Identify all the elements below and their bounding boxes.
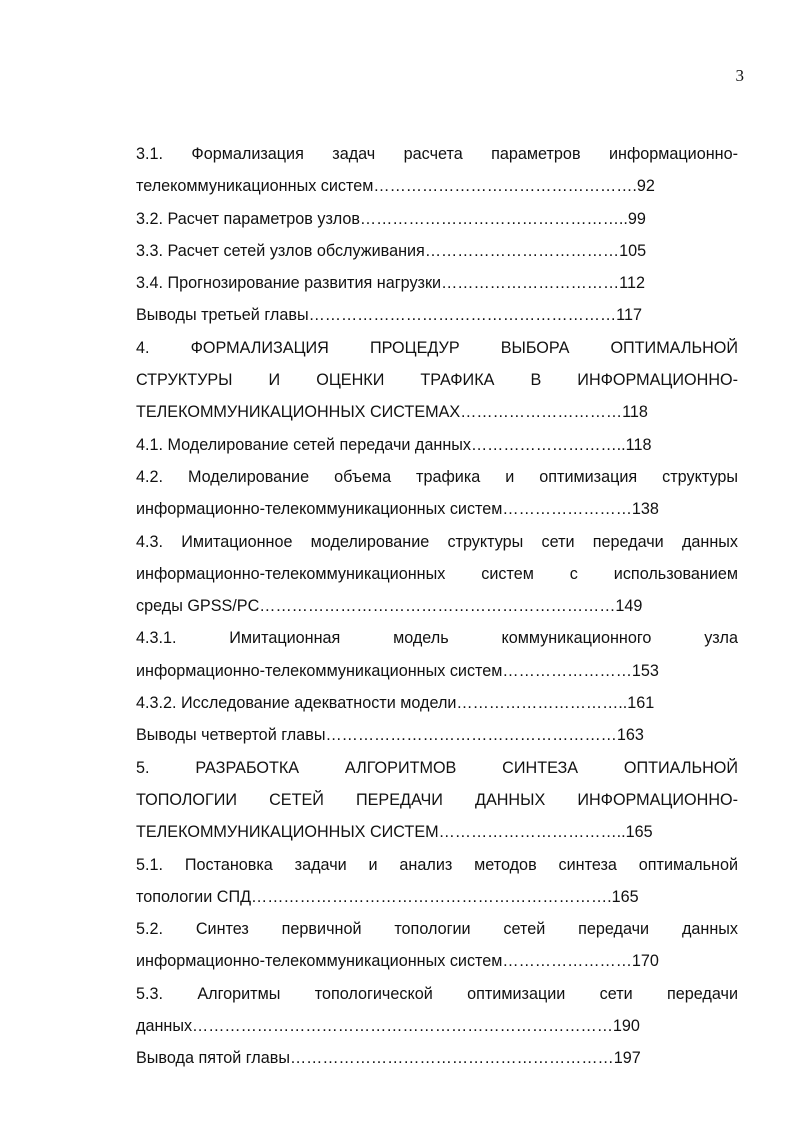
toc-entry-5-1	[136, 849, 738, 914]
toc-line: среды GPSS/PC…………………………………………………………149	[136, 597, 643, 616]
toc-line: 4.3.1. Имитационная модель коммуникационного узла	[136, 629, 738, 648]
toc-line: Вывода пятой главы……………………………………………………197	[136, 1049, 641, 1068]
table-of-contents	[136, 138, 738, 1075]
toc-line: 5. РАЗРАБОТКА АЛГОРИТМОВ СИНТЕЗА ОПТИАЛЬНОЙ	[136, 758, 738, 777]
toc-line: топологии СПД………………………………………………………….165	[136, 887, 639, 906]
toc-line: ТЕЛЕКОММУНИКАЦИОННЫХ СИСТЕМАХ…………………………118	[136, 403, 648, 422]
page-number: 3	[735, 66, 744, 85]
toc-line: информационно-телекоммуникационных систем с использованием	[136, 564, 738, 583]
toc-entry-3-2	[136, 203, 738, 235]
toc-entry-chapter-5	[136, 752, 738, 849]
toc-line: телекоммуникационных систем………………………………………….92	[136, 177, 655, 196]
toc-line: ТЕЛЕКОММУНИКАЦИОННЫХ СИСТЕМ……………………………..165	[136, 823, 653, 842]
toc-line: 4.3.2. Исследование адекватности модели…………………………..161	[136, 694, 655, 713]
toc-line: 4.2. Моделирование объема трафика и оптимизация структуры	[136, 467, 738, 486]
toc-entry-4-1	[136, 429, 738, 461]
toc-line: 4.3. Имитационное моделирование структуры сети передачи данных	[136, 532, 738, 551]
toc-entry-chapter5-conclusions	[136, 1042, 738, 1074]
toc-entry-chapter4-conclusions	[136, 719, 738, 751]
toc-line: ТОПОЛОГИИ СЕТЕЙ ПЕРЕДАЧИ ДАННЫХ ИНФОРМАЦИОННО-	[136, 790, 738, 809]
toc-entry-4-3-1	[136, 622, 738, 687]
toc-entry-5-3	[136, 978, 738, 1043]
toc-entry-4-3-2	[136, 687, 738, 719]
toc-line: 3.3. Расчет сетей узлов обслуживания………………………………105	[136, 241, 647, 260]
toc-entry-3-1	[136, 138, 738, 203]
toc-entry-3-3	[136, 235, 738, 267]
toc-line: 4. ФОРМАЛИЗАЦИЯ ПРОЦЕДУР ВЫБОРА ОПТИМАЛЬНОЙ	[136, 338, 738, 357]
toc-line: информационно-телекоммуникационных систем……………………138	[136, 500, 659, 519]
toc-entry-chapter3-conclusions	[136, 299, 738, 331]
toc-line: информационно-телекоммуникационных систем……………………170	[136, 952, 659, 971]
toc-line: 5.1. Постановка задачи и анализ методов синтеза оптимальной	[136, 855, 738, 874]
toc-entry-4-2	[136, 461, 738, 526]
toc-line: Выводы третьей главы…………………………………………………117	[136, 306, 642, 325]
toc-entry-3-4	[136, 267, 738, 299]
toc-line: 3.1. Формализация задач расчета параметров информационно-	[136, 145, 738, 163]
toc-line: 4.1. Моделирование сетей передачи данных………………………..118	[136, 435, 652, 454]
toc-line: Выводы четвертой главы………………………………………………163	[136, 726, 644, 745]
toc-line: 3.4. Прогнозирование развития нагрузки……………………………112	[136, 274, 645, 293]
toc-entry-4-3	[136, 526, 738, 623]
toc-line: 5.3. Алгоритмы топологической оптимизации сети передачи	[136, 984, 738, 1003]
toc-line: информационно-телекоммуникационных систем……………………153	[136, 661, 659, 680]
toc-line: 3.2. Расчет параметров узлов…………………………………………..99	[136, 209, 646, 228]
toc-line: 5.2. Синтез первичной топологии сетей передачи данных	[136, 920, 738, 939]
toc-entry-5-2	[136, 913, 738, 978]
toc-line: СТРУКТУРЫ И ОЦЕНКИ ТРАФИКА В ИНФОРМАЦИОННО-	[136, 371, 738, 390]
toc-line: данных……………………………………………………………………190	[136, 1017, 640, 1036]
toc-entry-chapter-4	[136, 332, 738, 429]
